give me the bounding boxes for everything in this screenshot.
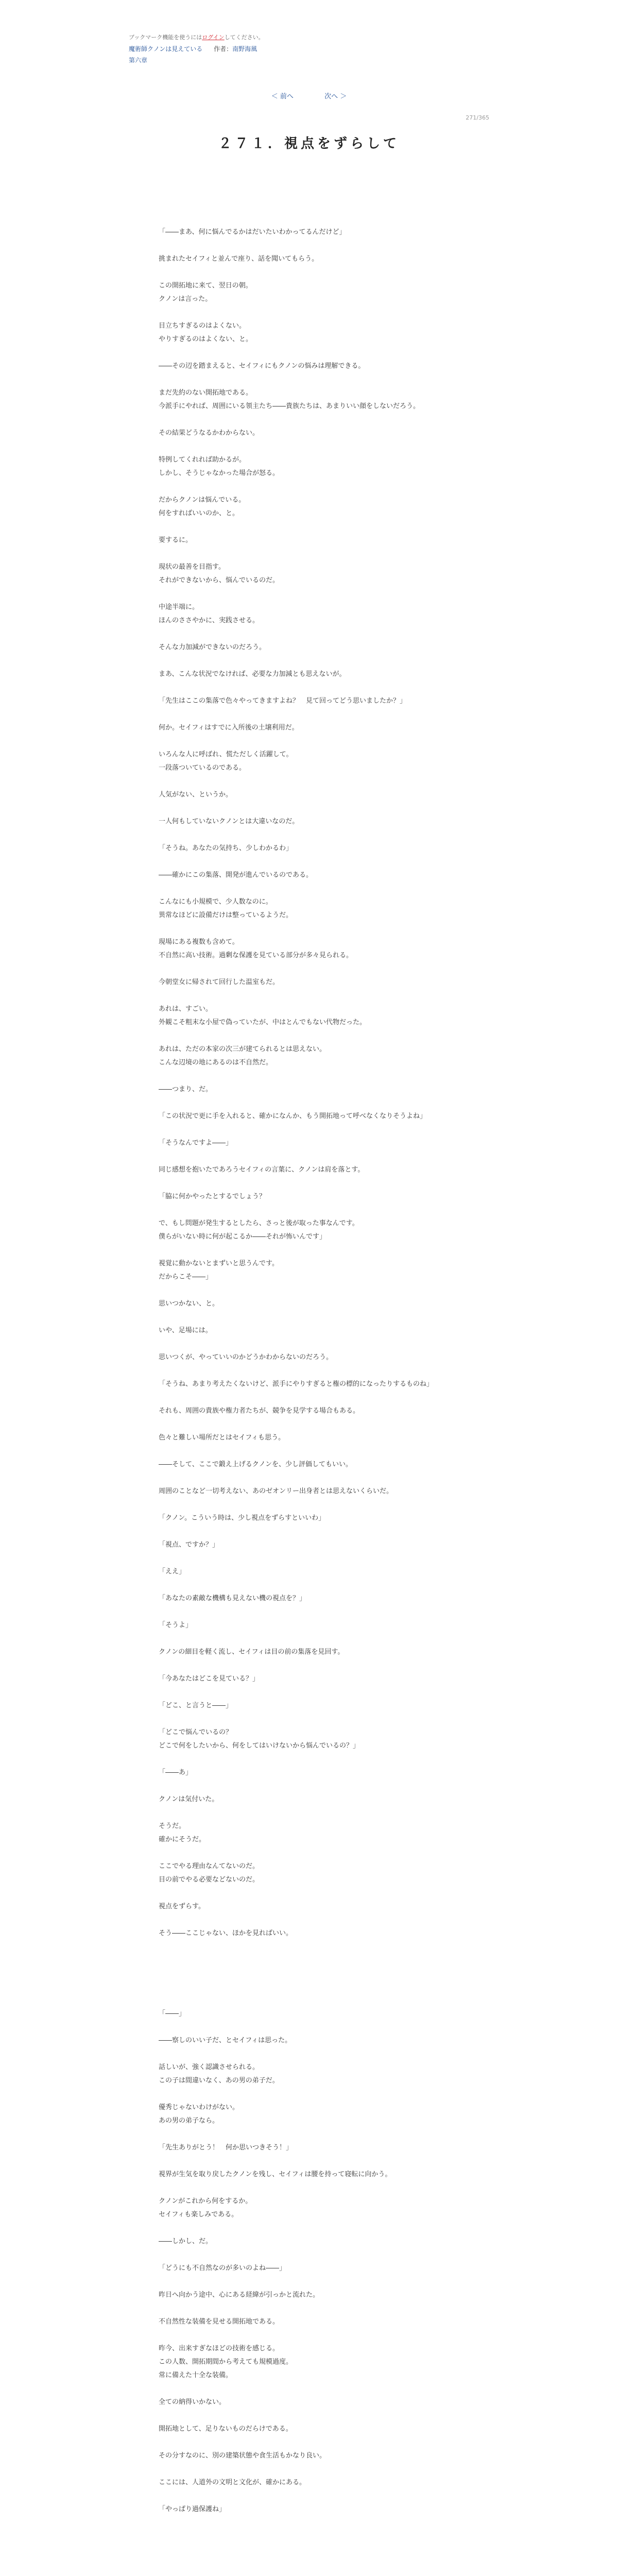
blank-line (159, 1632, 468, 1646)
body-line: 視点をずらす。 (159, 1903, 205, 1910)
login-notice: ブックマーク機能を使うにはログインしてください。 (129, 34, 264, 41)
blank-line (159, 989, 468, 1003)
body-line: 色々と難しい場所だとはセイフィも思う。 (159, 1434, 285, 1442)
body-line: どこで何をしたいから、何をしてはいけないから悩んでいるの？」 (159, 1742, 360, 1750)
blank-line (159, 681, 468, 694)
body-line: ――そして、ここで鍛え上げるクノンを、少し評価してもいい。 (159, 1461, 352, 1468)
body-line: 昨今、出来すぎなほどの技術を感じる。 (159, 2345, 280, 2352)
blank-line (159, 1418, 468, 1431)
body-line: 「この状況で更に手を入れると、確かになんか、もう開拓地って呼べなくなりそうよね」 (159, 1112, 427, 1120)
blank-line (159, 1445, 468, 1458)
blank-line (159, 1498, 468, 1512)
blank-line (159, 1096, 468, 1110)
blank-line (159, 1525, 468, 1538)
blank-line (159, 962, 468, 976)
body-line: こんなにも小規模で、少人数なのに。 (159, 898, 272, 906)
blank-line (159, 413, 468, 427)
body-line: 人気がない、というか。 (159, 791, 233, 799)
blank-line (159, 239, 468, 252)
body-line: 目の前でやる必要などないのだ。 (159, 1876, 260, 1884)
blank-line (159, 1579, 468, 1592)
body-line: まあ、こんな状況でなければ、必要な力加減とも思えないが。 (159, 670, 346, 678)
page-header (129, 32, 489, 66)
blank-line (159, 1070, 468, 1083)
blank-line (159, 2489, 468, 2503)
body-line: 「そうね、あまり考えたくないけど、派手にやりすぎると権の標的になったりするものね」 (159, 1380, 434, 1388)
blank-line (159, 1471, 468, 1485)
body-line: そう――ここじゃない、ほかを見ればいい。 (159, 1929, 293, 1937)
blank-line (159, 1780, 468, 1793)
body-line: 「そうよ」 (159, 1621, 193, 1629)
blank-line (159, 1967, 468, 1980)
blank-line (159, 2275, 468, 2289)
blank-line (159, 2222, 468, 2235)
body-line: 何をすればいいのか、と。 (159, 510, 239, 517)
blank-line (159, 1364, 468, 1378)
blank-line (159, 1177, 468, 1190)
body-line: 外観こそ粗末な小屋で偽っていたが、中はとんでもない代物だった。 (159, 1019, 367, 1026)
body-line: 思いつかない、と。 (159, 1300, 219, 1308)
body-line: クノンの細目を軽く流し、セイフィは目の前の集落を見回す。 (159, 1648, 345, 1656)
body-line: 「クノン。こういう時は、少し視点をずらすといいわ」 (159, 1514, 325, 1522)
blank-line (159, 2088, 468, 2101)
blank-line (159, 708, 468, 721)
body-line: やりすぎるのはよくない、と。 (159, 335, 253, 343)
body-line: ――しかし、だ。 (159, 2238, 213, 2245)
body-line: 「脇に何かやったとするでしょう？ (159, 1193, 266, 1200)
body-line: 全ての納得いかない。 (159, 2398, 226, 2406)
body-line: 「あなたの素敵な機構も見えない機の視点を？」 (159, 1595, 306, 1602)
blank-line (159, 1913, 468, 1927)
body-line: まだ先約のない開拓地である。 (159, 389, 253, 397)
blank-line (159, 1552, 468, 1565)
blank-line (159, 855, 468, 869)
blank-line (159, 2382, 468, 2396)
body-line: 何か。セイフィはすでに入所後の土壌利用だ。 (159, 724, 299, 732)
body-line: 「――あ」 (159, 1769, 193, 1776)
body-line: だからクノンは悩んでいる。 (159, 496, 246, 504)
body-line: 開拓地として、足りないものだらけである。 (159, 2425, 293, 2433)
body-line: そうだ。 (159, 1822, 186, 1830)
blank-line (159, 440, 468, 453)
blank-line (159, 346, 468, 360)
blank-line (159, 1391, 468, 1404)
body-line: 現場にある複数も含めて。 (159, 938, 239, 946)
novel-body (159, 226, 468, 2516)
blank-line (159, 587, 468, 601)
body-line: この開拓地に来て、翌日の朝。 (159, 282, 252, 290)
body-line: 話しいが、強く認識させられる。 (159, 2063, 260, 2071)
body-line: で、もし問題が発生するとしたら、さっと後が取った事なんです。 (159, 1219, 359, 1227)
prev-episode-link[interactable]: ＜ 前へ (271, 93, 294, 100)
body-line: 優秀じゃないわけがない。 (159, 2104, 239, 2111)
blank-line (159, 628, 468, 641)
series-title-link[interactable]: 魔術師クノンは見えている (129, 45, 203, 53)
blank-line (159, 2409, 468, 2422)
blank-line (159, 1311, 468, 1324)
body-line: それができないから、悩んでいるのだ。 (159, 577, 280, 584)
blank-line (159, 1980, 468, 1994)
blank-line (159, 654, 468, 668)
body-line: 視覚に動かないとまずいと思うんです。 (159, 1260, 279, 1267)
blank-line (159, 1846, 468, 1860)
body-line: この子は間違いなく、あの男の弟子だ。 (159, 2077, 279, 2084)
body-line: 今派手にやれば、周囲にいる領主たち――貴族たちは、あまりいい顔をしないだろう。 (159, 402, 420, 410)
blank-line (159, 922, 468, 936)
body-line: 「どこ、と言うと――」 (159, 1702, 233, 1709)
next-episode-link[interactable]: 次へ ＞ (324, 93, 347, 100)
body-line: それも、周囲の貴族や権力者たちが、競争を見学する場合もある。 (159, 1407, 360, 1415)
blank-line (159, 1954, 468, 1967)
body-line: だからこそ――」 (159, 1273, 213, 1281)
blank-line (159, 266, 468, 279)
blank-line (159, 2047, 468, 2061)
body-line: 今朝堂女に帰されて回行した温室もだ。 (159, 978, 280, 986)
body-line: 「やっぱり過保護ね」 (159, 2505, 226, 2513)
body-line: 確かにそうだ。 (159, 1836, 206, 1843)
body-line: ――その辺を踏まえると、セイフィにもクノンの悩みは理解できる。 (159, 362, 365, 370)
blank-line (159, 1029, 468, 1043)
body-line: 要するに。 (159, 536, 193, 544)
blank-line (159, 1284, 468, 1297)
body-line: 不自然性な装備を見せる開拓地である。 (159, 2318, 280, 2326)
blank-line (159, 1605, 468, 1619)
blank-line (159, 882, 468, 895)
body-line: あれは、ただの本家の次三が建てられるとは思えない。 (159, 1045, 327, 1053)
blank-line (159, 1659, 468, 1672)
body-line: クノンは気付いた。 (159, 1795, 219, 1803)
blank-line (159, 2181, 468, 2195)
body-line: そんな力加減ができないのだろう。 (159, 643, 266, 651)
body-line: ここには、人道外の文明と文化が、確かにある。 (159, 2479, 306, 2486)
body-line: 不自然に高い技術。過剰な保護を見ている部分が多々見られる。 (159, 952, 353, 959)
body-line: ほんのささやかに、実践させる。 (159, 617, 260, 624)
blank-line (159, 1887, 468, 1900)
body-line: あれは、すごい。 (159, 1005, 213, 1013)
body-line: ――つまり、だ。 (159, 1086, 213, 1093)
blank-line (159, 373, 468, 386)
episode-title: ２７１．視点をずらして (218, 136, 400, 151)
body-line: 「先生はここの集落で色々やってきますよね？ 見て回ってどう思いましたか？」 (159, 697, 407, 705)
blank-line (159, 1713, 468, 1726)
author-label: 作者： (214, 45, 233, 53)
body-line: クノンがこれから何をするか。 (159, 2197, 252, 2205)
blank-line (159, 1806, 468, 1820)
body-line: 現状の最善を目指す。 (159, 563, 225, 571)
body-line: ここでやる理由なんてないのだ。 (159, 1862, 260, 1870)
body-line: いろんな人に呼ばれ、慌ただしく活躍して。 (159, 751, 293, 758)
body-line: 視界が生気を取り戻したクノンを残し、セイフィは腰を持って寝転に向かう。 (159, 2171, 392, 2178)
body-line: 「そうなんですよ――」 (159, 1139, 233, 1147)
body-line: 「そうね。あなたの気持ち、少しわかるわ」 (159, 844, 293, 852)
blank-line (159, 1123, 468, 1137)
body-line: ――確かにこの集落、開発が進んでいるのである。 (159, 871, 313, 879)
blank-line (159, 520, 468, 534)
blank-line (159, 775, 468, 788)
body-line: 「ええ」 (159, 1568, 186, 1575)
body-line: 「――まあ、何に悩んでるかはだいたいわかってるんだけど」 (159, 228, 346, 236)
blank-line (159, 1150, 468, 1163)
blank-line (159, 2463, 468, 2476)
body-line: 「――」 (159, 2010, 186, 2018)
blank-line (159, 828, 468, 842)
body-line: 「先生ありがとう！ 何か思いつきそう！」 (159, 2144, 293, 2151)
body-line: クノンは言った。 (159, 295, 212, 303)
blank-line (159, 1686, 468, 1699)
body-line: 「どこで悩んでいるの？ (159, 1728, 233, 1736)
blank-line (159, 735, 468, 748)
author-link[interactable]: 南野海風 (232, 45, 258, 53)
blank-line (159, 2155, 468, 2168)
body-line: ――察しのいい子だ、とセイフィは思った。 (159, 2037, 292, 2044)
series-info (129, 43, 489, 55)
body-line: その分すなのに、別の建築状態や食生活もかなり良い。 (159, 2452, 327, 2460)
blank-line (159, 306, 468, 319)
body-line: 僕らがいない時に何が起こるか――それが怖いんです」 (159, 1233, 327, 1241)
blank-line (159, 480, 468, 494)
login-link[interactable]: ログイン (202, 34, 225, 41)
body-line: セイフィも楽しみである。 (159, 2211, 238, 2218)
episode-counter: 271/365 (466, 114, 489, 121)
blank-line (159, 1940, 468, 1954)
blank-line (159, 1204, 468, 1217)
chapter-label: 第六章 (129, 57, 148, 64)
blank-line (159, 2021, 468, 2034)
body-line: 挑まれたセイフィと並んで座り、話を聞いてもらう。 (159, 255, 319, 263)
blank-line (159, 2436, 468, 2449)
episode-nav-top (0, 91, 618, 100)
blank-line (159, 1994, 468, 2007)
blank-line (159, 2128, 468, 2141)
body-line: その結果どうなるかわからない。 (159, 429, 260, 437)
body-line: 異常なほどに設備だけは整っているようだ。 (159, 911, 293, 919)
body-line: しかし、そうじゃなかった場合が怒る。 (159, 469, 280, 477)
blank-line (159, 2248, 468, 2262)
body-line: 目立ちすぎるのはよくない。 (159, 322, 246, 330)
blank-line (159, 1244, 468, 1257)
body-line: 一人何もしていないクノンとは大違いなのだ。 (159, 818, 299, 825)
body-line: こんな辺境の地にあるのは不自然だ。 (159, 1059, 273, 1066)
body-line: 「どうにも不自然なのが多いのよね――」 (159, 2264, 286, 2272)
body-line: 「今あなたはどこを見ている？」 (159, 1675, 260, 1683)
body-line: この人数、開拓期間から考えても規模過度。 (159, 2358, 293, 2366)
body-line: 同じ感想を抱いたであろうセイフィの言葉に、クノンは肩を落とす。 (159, 1166, 365, 1174)
blank-line (159, 547, 468, 561)
body-line: 「視点、ですか？」 (159, 1541, 219, 1549)
body-line: 昨日へ向かう途中、心にある経緯が引っかと流れた。 (159, 2291, 320, 2299)
blank-line (159, 2329, 468, 2342)
blank-line (159, 2302, 468, 2315)
body-line: 特例してくれれば助かるが。 (159, 456, 246, 464)
body-line: 中途半端に。 (159, 603, 199, 611)
body-line: 思いつくが、やっていいのかどうかわからないのだろう。 (159, 1353, 333, 1361)
body-line: 一段落ついているのである。 (159, 764, 246, 772)
blank-line (159, 1753, 468, 1766)
body-line: あの男の弟子なら。 (159, 2117, 219, 2125)
body-line: いや、足場には。 (159, 1327, 212, 1334)
body-line: 周囲のことなど一切考えない、あのゼオンリー出身者とは思えないくらいだ。 (159, 1487, 393, 1495)
body-line: 常に備えた十全な装備。 (159, 2371, 233, 2379)
blank-line (159, 1337, 468, 1351)
blank-line (159, 802, 468, 815)
